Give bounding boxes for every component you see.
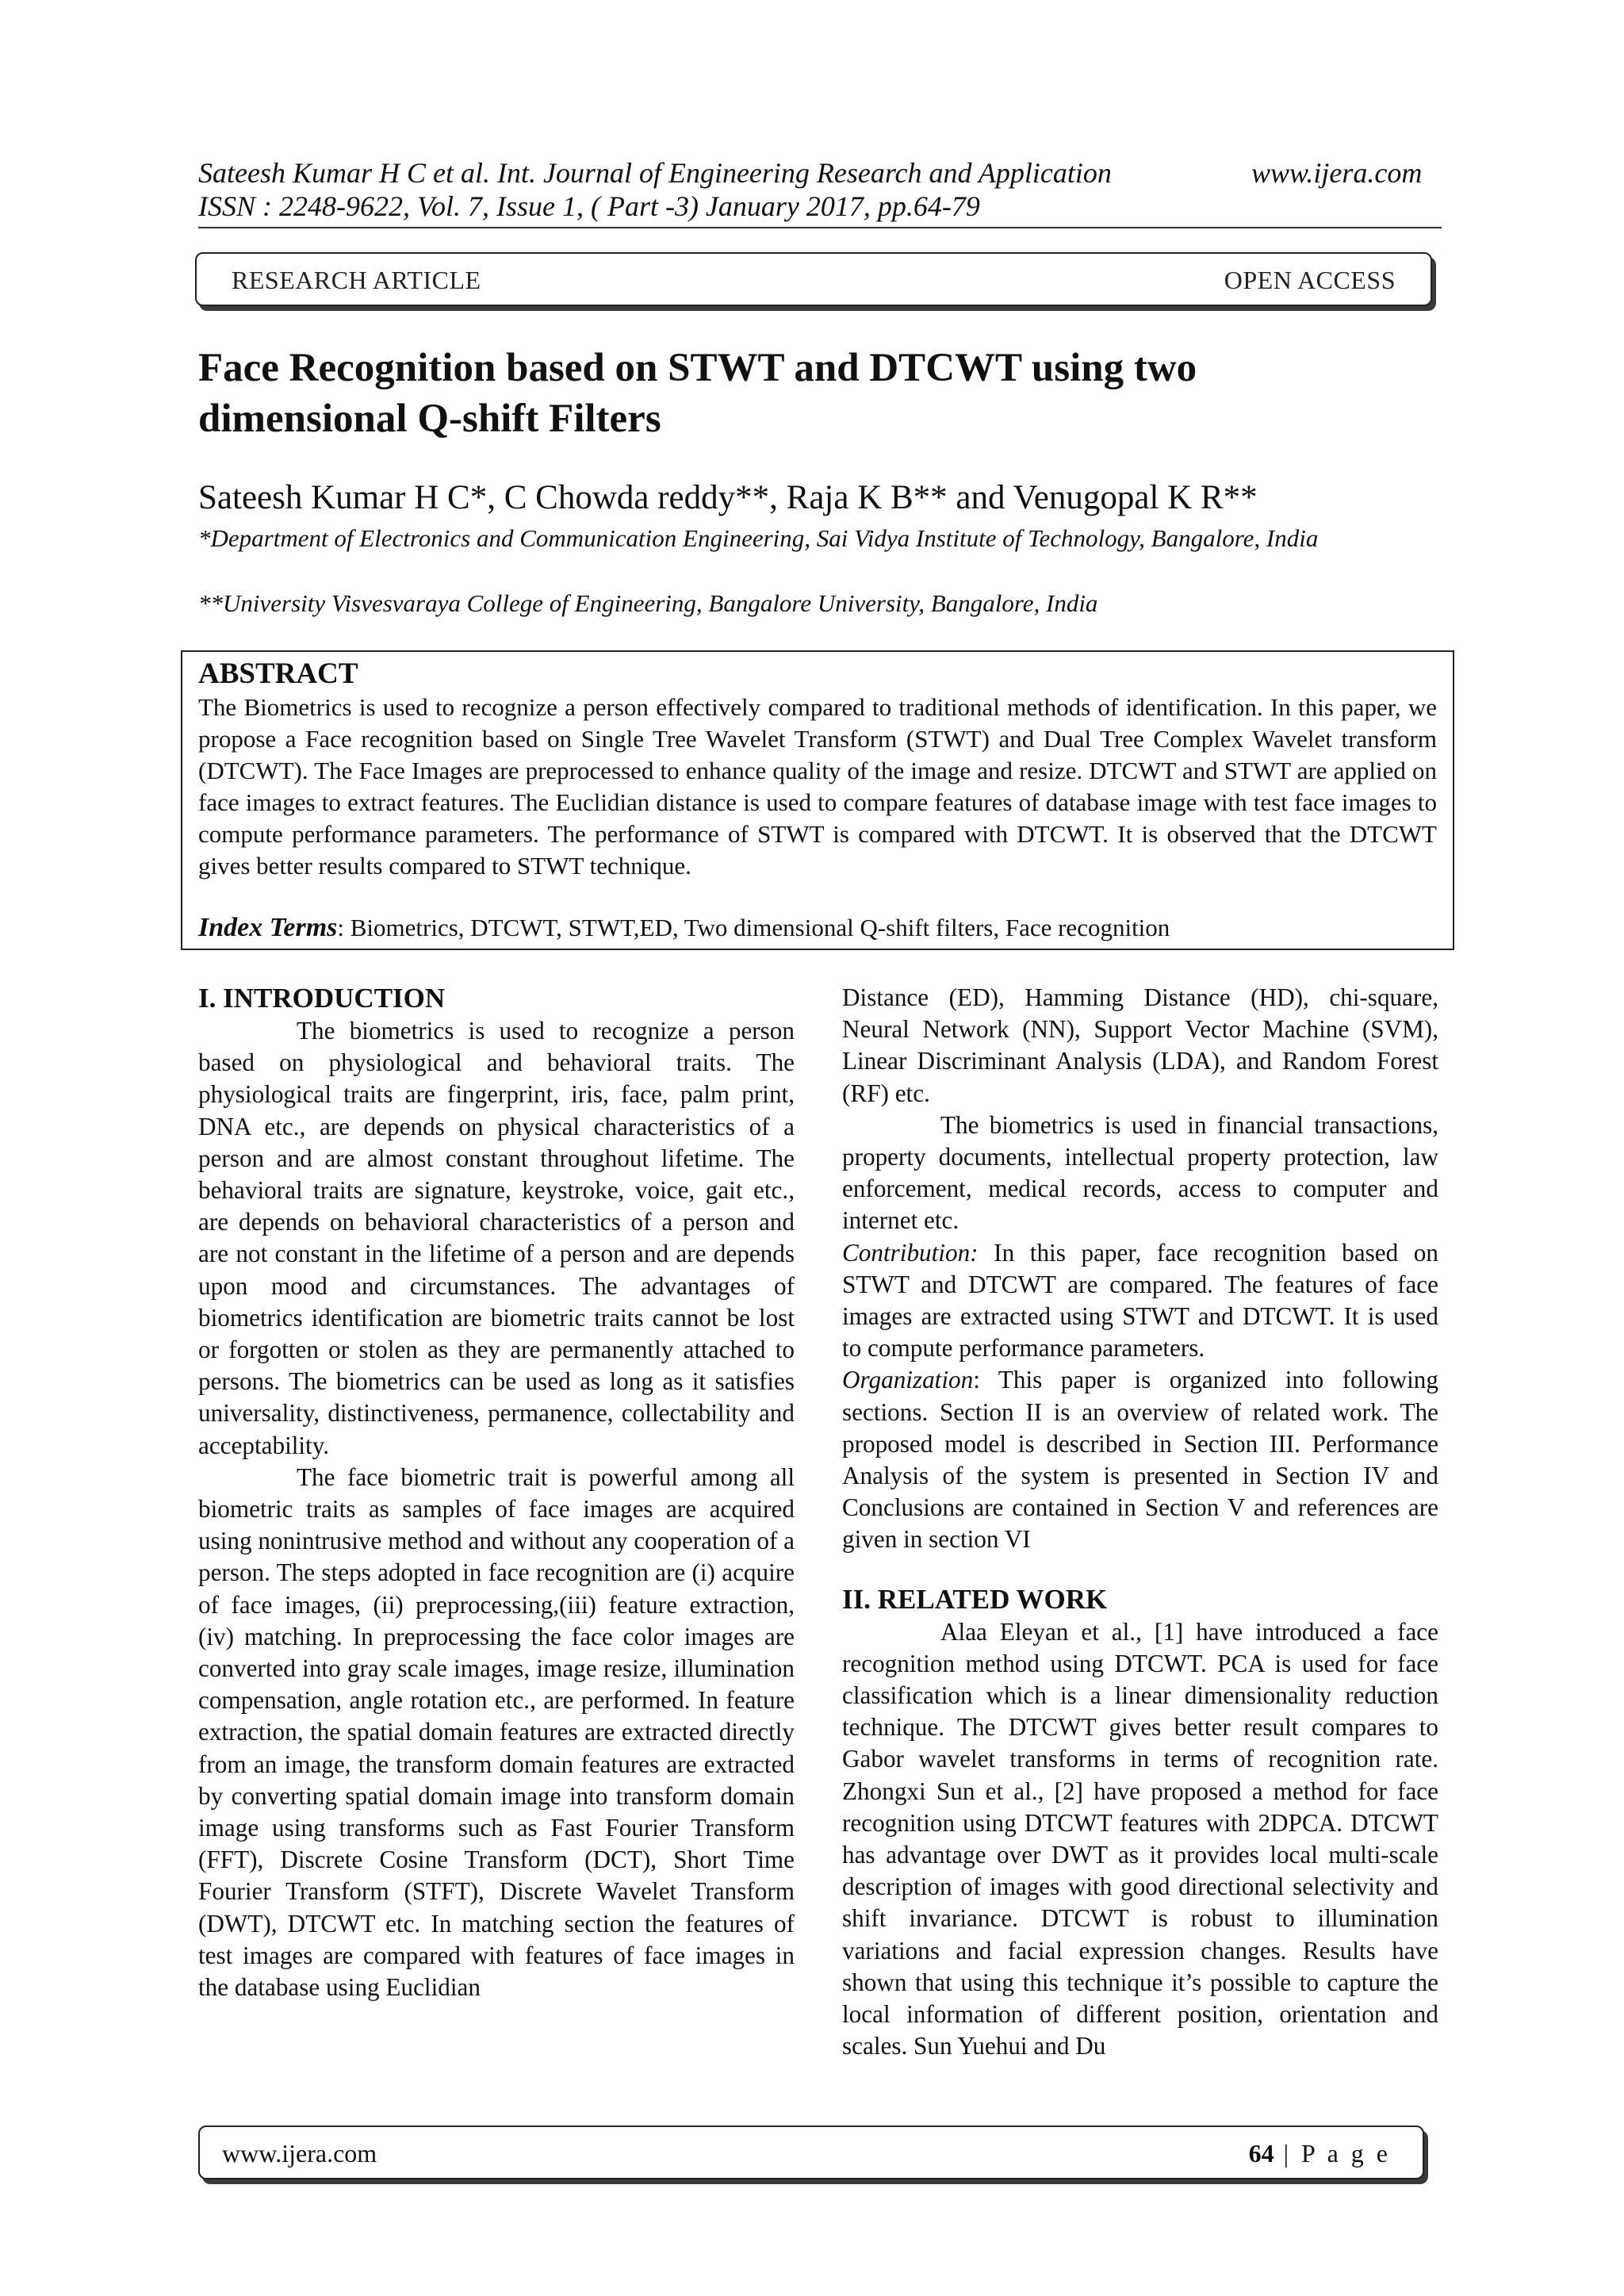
organization-paragraph bbox=[842, 1364, 1438, 1555]
journal-citation-line: Sateesh Kumar H C et al. Int. Journal of Engineering Research and Application bbox=[198, 157, 1112, 189]
intro-paragraph-1: The biometrics is used to recognize a person based on physiological and behavioral traits. The physiological traits are fingerprint, iris, face, palm print, DNA etc., are depends on physical characteristics of a person and are almost constant throughout lifetime. The behavioral traits are signature, keystroke, voice, gait etc., are depends on behavioral characteristics of a person and are not constant in the lifetime of a person and are depends upon mood and circumstances. The advantages of biometrics identification are biometric traits cannot be lost or forgotten or stolen as they are permanently attached to persons. The biometrics can be used as long as it satisfies universality, distinctiveness, permanence, collectability and acceptability. bbox=[198, 1017, 795, 1459]
paper-title bbox=[198, 343, 1435, 444]
paper-title-line-1: Face Recognition based on STWT and DTCWT using two bbox=[198, 346, 1197, 390]
contribution-text: In this paper, face recognition based on STWT and DTCWT are compared. The features of face images are extracted using STWT and DTCWT. It is used to compute performance parameters. bbox=[842, 1238, 1438, 1363]
intro-paragraph-2-continued: Distance (ED), Hamming Distance (HD), chi-square, Neural Network (NN), Support Vector Machine (SVM), Linear Discriminant Analysis (LDA), and Random Forest (RF) etc. bbox=[842, 983, 1438, 1107]
page-number-label bbox=[1249, 2137, 1391, 2169]
related-work-heading: II. RELATED WORK bbox=[842, 1583, 1108, 1615]
related-work-paragraph-1: Alaa Eleyan et al., [1] have introduced a face recognition method using DTCWT. PCA is used for face classification which is a linear dimensionality reduction technique. The DTCWT gives better result compares to Gabor wavelet transforms in terms of recognition rate. Zhongxi Sun et al., [2] have proposed a method for face recognition using DTCWT features with 2DPCA. DTCWT has advantage over DWT as it provides local multi-scale description of images with good directional selectivity and shift invariance. DTCWT is robust to illumination variations and facial expression changes. Results have shown that using this technique it’s possible to capture the local information of different position, orientation and scales. Sun Yuehui and Du bbox=[842, 1617, 1438, 2060]
journal-website[interactable]: www.ijera.com bbox=[1251, 157, 1423, 189]
index-terms-label: Index Terms bbox=[198, 913, 338, 942]
page-number: 64 bbox=[1248, 2139, 1274, 2168]
affiliation-1: *Department of Electronics and Communication Engineering, Sai Vidya Institute of Technology, Bangalore, India bbox=[198, 524, 1319, 552]
index-terms bbox=[198, 912, 1443, 944]
contribution-label: Contribution: bbox=[842, 1238, 979, 1267]
footer-website[interactable]: www.ijera.com bbox=[222, 2139, 377, 2168]
abstract-heading: ABSTRACT bbox=[198, 657, 358, 690]
open-access-label: OPEN ACCESS bbox=[1224, 266, 1396, 294]
abstract-text: The Biometrics is used to recognize a person effectively compared to traditional methods of identification. In this paper, we propose a Face recognition based on Single Tree Wavelet Transform (STWT) and Dual Tree Complex Wavelet transform (DTCWT). The Face Images are preprocessed to enhance quality of the image and resize. DTCWT and STWT are applied on face images to extract features. The Euclidian distance is used to compare features of database image with test face images to compute performance parameters. The performance of STWT is compared with DTCWT. It is observed that the DTCWT gives better results compared to STWT technique. bbox=[198, 693, 1437, 880]
header-rule bbox=[198, 227, 1442, 228]
paper-title-line-2: dimensional Q-shift Filters bbox=[198, 397, 661, 441]
page-footer-bar bbox=[198, 2125, 1424, 2179]
right-column bbox=[842, 982, 1438, 2063]
intro-paragraph-3: The biometrics is used in financial transactions, property documents, intellectual property protection, law enforcement, medical records, access to computer and internet etc. bbox=[842, 1110, 1438, 1235]
index-terms-text: : Biometrics, DTCWT, STWT,ED, Two dimensional Q-shift filters, Face recognition bbox=[337, 914, 1170, 941]
left-column bbox=[198, 982, 795, 2003]
article-type-label: RESEARCH ARTICLE bbox=[232, 266, 481, 294]
issn-line: ISSN : 2248-9622, Vol. 7, Issue 1, ( Part -3) January 2017, pp.64-79 bbox=[198, 190, 980, 222]
author-list: Sateesh Kumar H C*, C Chowda reddy**, Raja K B** and Venugopal K R** bbox=[198, 479, 1258, 516]
intro-paragraph-2: The face biometric trait is powerful among all biometric traits as samples of face images are acquired using nonintrusive method and without any cooperation of a person. The steps adopted in face recognition are (i) acquire of face images, (ii) preprocessing,(iii) feature extraction, (iv) matching. In preprocessing the face color images are converted into gray scale images, image resize, illumination compensation, angle rotation etc., are performed. In feature extraction, the spatial domain features are extracted directly from an image, the transform domain features are extracted by converting spatial domain image into transform domain image using transforms such as Fast Fourier Transform (FFT), Discrete Cosine Transform (DCT), Short Time Fourier Transform (STFT), Discrete Wavelet Transform (DWT), DTCWT etc. In matching section the features of test images are compared with features of face images in the database using Euclidian bbox=[198, 1462, 795, 2002]
contribution-paragraph bbox=[842, 1237, 1438, 1365]
page-label: | P a g e bbox=[1274, 2139, 1391, 2168]
section-spacer bbox=[842, 1556, 1438, 1583]
article-type-bar bbox=[195, 252, 1432, 306]
organization-label: Organization bbox=[842, 1366, 974, 1394]
affiliation-2: **University Visvesvaraya College of Engineering, Bangalore University, Bangalore, India bbox=[198, 589, 1098, 617]
intro-heading: I. INTRODUCTION bbox=[198, 983, 446, 1014]
organization-text: : This paper is organized into following sections. Section II is an overview of related work. The proposed model is described in Section III. Performance Analysis of the system is presented in Section IV and Conclusions are contained in Section V and references are given in section VI bbox=[842, 1366, 1438, 1554]
